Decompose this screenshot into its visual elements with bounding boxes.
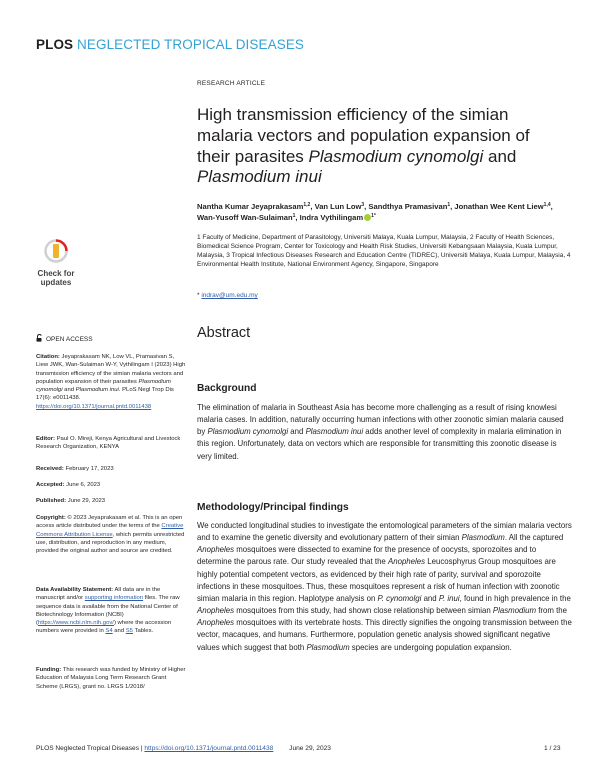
check-for-updates-icon xyxy=(36,236,86,292)
methods-heading: Methodology/Principal findings xyxy=(197,502,349,513)
author-name: Van Lun Low xyxy=(314,202,362,211)
open-access-label xyxy=(36,334,93,343)
affiliations: 1 Faculty of Medicine, Department of Parasitology, Universiti Malaya, Kuala Lumpur, Malaysia, 2 Faculty of Health Sciences, Biomedical Science Program, Center for Toxicology and Health Risk Studies, Universiti Kebangsaan Malaysia, Kuala Lumpur, Malaysia, 3 Tropical Infectious Diseases Research and Education Centre (TIDREC), Universiti Malaya, Kuala Lumpur, Malaysia, 4 Environmental Health Institute, National Environment Agency, Singapore, Singapore xyxy=(197,234,571,268)
citation-label: Citation: xyxy=(36,354,60,360)
accepted-date: Accepted: June 6, 2023 xyxy=(36,482,101,488)
citation-block: Citation: Jeyaprakasam NK, Low VL, Pramasivan S, Liew JWK, Wan-Sulaiman W-Y, Vythilingam I (2023) High transmission efficiency of the simian malaria vectors and population expansion of their parasites Plasmodium cynomolgi and Plasmodium inui. PLoS Negl Trop Dis 17(6): e0011438. https://doi.org/10.1371/journal.pntd.0011438 xyxy=(36,354,186,410)
author-name: Nantha Kumar Jeyaprakasam xyxy=(197,202,304,211)
author-list: Nantha Kumar Jeyaprakasam$^{1,2}$, Van Lun Low$^3$, Sandthya Pramasivan$^1$, Jonathan Wee Kent Liew$^{1,4}$, Wan-Yusoff Wan-Sulaiman$^1$, Indra Vythilingam $^{1*}$ xyxy=(197,202,553,222)
license-link[interactable]: Creative Commons Attribution License xyxy=(36,523,184,538)
correspondence: * indrav@um.edu.my xyxy=(197,292,258,299)
footer-date: June 29, 2023 xyxy=(289,745,331,752)
page-footer xyxy=(36,745,331,752)
methods-paragraph: We conducted longitudinal studies to investigate the entomological parameters of the simian malaria vectors and to examine the genetic diversity and evolutionary pattern of their simian Plasmodium. All the captured Anopheles mosquitoes were dissected to examine for the presence of oocysts, sporozoites and to determine the parous rate. Our study revealed that the Anopheles Leucosphyrus Group mosquitoes are highly potential competent vectors, as evidenced by their high rate of parity, survival and sporozoite infections in these mosquitoes. Thus, these mosquitoes represent a risk of human infection with zoonotic simian malaria in this region. Haplotype analysis on P. cynomolgi and P. inui, found in high prevalence in the Anopheles mosquitoes from this study, had shown close relationship between simian Plasmodium from the Anopheles mosquitoes with its vertebrate hosts. This directly signifies the ongoing transmission between the vector, macaques, and humans. Furthermore, population genetic analysis showed significant negative values which suggest that both Plasmodium species are undergoing population expansion. xyxy=(197,521,572,652)
published-date: Published: June 29, 2023 xyxy=(36,498,106,504)
data-availability-block: Data Availability Statement: All data are in the manuscript and/or supporting information files. The raw sequence data is available from the National Center of Biotechnology Information (NCBI) (https://www.ncbi.nlm.nih.gov/) where the accession numbers were provided in S4 and S5 Tables. xyxy=(36,587,180,635)
citation-doi-link[interactable]: https://doi.org/10.1371/journal.pntd.0011438 xyxy=(36,403,152,410)
article-type: RESEARCH ARTICLE xyxy=(197,80,266,87)
copyright-block: Copyright: © 2023 Jeyaprakasam et al. This is an open access article distributed under the terms of the Creative Commons Attribution License, which permits unrestricted use, distribution, and reproduction in any medium, provided the original author and source are credited. xyxy=(36,515,185,555)
s4-table-link[interactable]: S4 xyxy=(105,628,113,635)
page-number: 1 / 23 xyxy=(544,745,561,752)
editor-label: Editor: xyxy=(36,436,55,442)
author-name: Sandthya Pramasivan xyxy=(368,202,448,211)
journal-name-ntd: NEGLECTED TROPICAL DISEASES xyxy=(77,37,305,52)
article-title: High transmission efficiency of the simian malaria vectors and population expansion of their parasites Plasmodium cynomolgi and Plasmodium inui xyxy=(197,105,530,187)
journal-name-plos: PLOS xyxy=(36,37,74,52)
editor-block: Editor: Paul O. Mireji, Kenya Agricultural and Livestock Research Organization, KENYA xyxy=(36,436,181,451)
open-lock-icon xyxy=(36,334,43,342)
abstract-heading: Abstract xyxy=(197,325,251,341)
journal-header xyxy=(36,37,304,52)
check-updates-line1: Check for xyxy=(37,269,75,278)
corresponding-mark: * xyxy=(373,212,376,219)
funding-block: Funding: This research was funded by Ministry of Higher Education of Malaysia Long Term Research Grant Scheme (LRGS), grant no. LRGS 1/2018/ xyxy=(36,667,186,690)
background-heading: Background xyxy=(197,383,257,394)
check-updates-line2: updates xyxy=(40,278,72,287)
received-date: Received: February 17, 2023 xyxy=(36,466,114,472)
author-name: Jonathan Wee Kent Liew xyxy=(454,202,544,211)
supporting-info-link[interactable]: supporting information xyxy=(84,595,144,602)
ncbi-link[interactable]: https://www.ncbi.nlm.nih.gov/ xyxy=(37,620,114,627)
check-for-updates-badge[interactable] xyxy=(36,236,86,292)
footer-doi-link[interactable]: https://doi.org/10.1371/journal.pntd.0011438 xyxy=(144,745,274,752)
author-name: Wan-Yusoff Wan-Sulaiman xyxy=(197,212,293,222)
s5-table-link[interactable]: S5 xyxy=(125,628,133,635)
correspondence-email-link[interactable]: indrav@um.edu.my xyxy=(201,292,258,299)
background-paragraph: The elimination of malaria in Southeast Asia has become more challenging as a result of rising knowlesi malaria cases. In addition, naturally occurring human infections with other zoonotic simian malaria caused by Plasmodium cynomolgi and Plasmodium inui adds another level of complexity in malaria elimination in this region. Unfortunately, data on vectors which are responsible for transmitting this zoonotic disease is very limited. xyxy=(197,403,564,461)
author-name: Indra Vythilingam xyxy=(299,212,364,222)
open-access-text: OPEN ACCESS xyxy=(46,336,93,343)
footer-journal: PLOS Neglected Tropical Diseases | xyxy=(36,745,145,752)
